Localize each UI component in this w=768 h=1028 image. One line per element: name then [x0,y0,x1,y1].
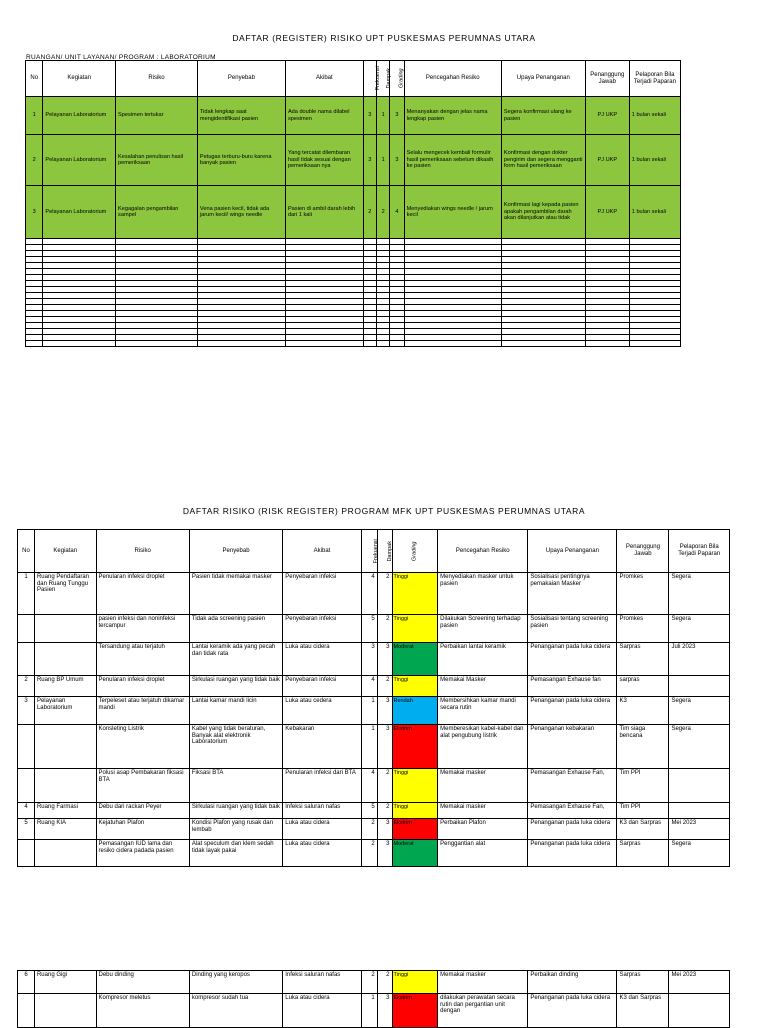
cell-pelaporan: Segera [669,697,730,725]
cell-dampak: 3 [377,819,392,840]
grade-label: Rendah [393,698,413,704]
cell-grading [392,803,438,819]
cell-frekuensi: 5 [361,803,377,819]
cell-frekuensi: 3 [363,97,376,135]
empty-cell [197,341,285,347]
cell-frekuensi: 1 [361,697,377,725]
cell-no: 5 [18,819,35,840]
cell-akibat: Yang tercatat dilembaran hasil tidak sesuai dengan pemeriksaan nya [285,135,363,186]
header-pencegahan: Pencegahan Resiko [438,530,528,573]
cell-akibat: Luka atau cidera [283,994,362,1028]
cell-risiko: Kejatuhan Plafon [96,819,189,840]
table-row [18,643,730,676]
cell-pj: Sarpras [617,643,669,676]
header-grading: Grading [390,61,404,97]
cell-pj: Sarpras [617,971,669,994]
cell-upaya: Sosialisasi tentang screening pasien [528,615,617,643]
table-row [18,769,730,803]
cell-pj: K3 dan Sarpras [617,994,669,1028]
table-row [18,676,730,697]
grade-label: Ekstrim [393,995,412,1001]
cell-pelaporan: Segera [669,573,730,615]
table-row [18,573,730,615]
cell-risiko: Penularan infeksi droplet [96,676,189,697]
cell-akibat: Luka atau cidera [283,819,362,840]
cell-dampak: 3 [377,994,392,1028]
header-kegiatan: Kegiatan [34,530,96,573]
cell-dampak: 3 [377,643,392,676]
cell-grading [392,697,438,725]
grade-label: Tinggi [393,677,409,683]
cell-no: 3 [26,186,43,239]
cell-pelaporan: Segera [669,725,730,769]
empty-row [26,341,681,347]
grade-label: Tinggi [393,574,409,580]
cell-pencegahan: Menanyakan dengan jelas nama lengkap pasien [404,97,501,135]
grade-label: Tinggi [393,616,409,622]
cell-akibat: Penyebaran infeksi [283,615,362,643]
grade-label: Ekstrim [393,726,412,732]
empty-cell [629,341,680,347]
cell-pencegahan: Memakai masker [438,769,528,803]
cell-pelaporan: Juli 2023 [669,643,730,676]
cell-no [18,643,35,676]
cell-pelaporan [669,769,730,803]
cell-upaya: Segera konfirmasi ulang ke pasien [501,97,585,135]
cell-pelaporan [669,994,730,1028]
cell-dampak: 3 [377,725,392,769]
cell-grading [392,994,438,1028]
cell-akibat: Pasien di ambil darah lebih dari 1 kali [285,186,363,239]
header-pj: Penanggung Jawab [585,61,629,97]
cell-frekuensi: 2 [361,971,377,994]
cell-dampak: 2 [377,573,392,615]
cell-pj: K3 dan Sarpras [617,819,669,840]
cell-risiko: pasien infeksi dan noninfeksi tercampur [96,615,189,643]
cell-pj: Promkes [617,573,669,615]
cell-pencegahan: dilakukan perawatan secara rutin dan pergantian unit dengan [438,994,528,1028]
cell-kegiatan: Pelayanan Laboratorium [43,186,116,239]
empty-cell [363,341,376,347]
cell-risiko: Kompresor meletus [96,994,189,1028]
cell-penyebab: Sirkulasi ruangan yang tidak baik [189,803,282,819]
cell-pencegahan: Memakai Masker [438,676,528,697]
cell-penyebab: kompresor sudah tua [189,994,282,1028]
header-upaya: Upaya Penanganan [501,61,585,97]
cell-frekuensi: 4 [361,676,377,697]
cell-kegiatan: Pelayanan Laboratorium [43,135,116,186]
table-row [18,971,730,994]
cell-akibat: Penyebaran infeksi [283,676,362,697]
cell-grading [392,769,438,803]
cell-penyebab: Kabel yang tidak beraturan, Banyak alat elektronik Laboratorium [189,725,282,769]
cell-no: 1 [26,97,43,135]
cell-pj: Tim PPI [617,803,669,819]
table-header-row [18,530,730,573]
cell-kegiatan [34,840,96,867]
cell-akibat: Luka atau cidera [283,643,362,676]
empty-cell [116,341,198,347]
register-title-lab: DAFTAR (REGISTER) RISIKO UPT PUSKESMAS PERUMNAS UTARA [232,33,536,43]
cell-frekuensi: 3 [361,643,377,676]
cell-risiko: Kegagalan pengambilan sampel [116,186,198,239]
cell-grading [392,971,438,994]
cell-dampak: 1 [377,135,390,186]
mfk-risk-table [17,529,730,867]
cell-akibat: Luka atau cidera [283,840,362,867]
cell-dampak: 3 [377,697,392,725]
cell-dampak: 2 [377,615,392,643]
cell-upaya: Konfirmasi lagi kepada pasien apakah pengambilan darah akan dilanjutkan atau tidak [501,186,585,239]
cell-upaya: Penanganan pada luka cidera [528,643,617,676]
cell-pelaporan: 1 bulan sekali [629,135,680,186]
cell-pencegahan: Penggantian alat [438,840,528,867]
cell-dampak: 2 [377,676,392,697]
empty-cell [404,341,501,347]
cell-upaya: Penanganan kebakaran [528,725,617,769]
cell-kegiatan: Ruang Pendaftaran dan Ruang Tunggu Pasien [34,573,96,615]
cell-pencegahan: Membersihkan kamar mandi secara rutin [438,697,528,725]
grade-label: Tinggi [393,804,409,810]
cell-upaya: Sosialisasi pentingnya pemakaian Masker [528,573,617,615]
cell-frekuensi: 4 [361,769,377,803]
cell-pelaporan: 1 bulan sekali [629,186,680,239]
cell-no: 6 [18,971,35,994]
cell-pj: Tim siaga bencana [617,725,669,769]
cell-pj: PJ UKP [585,97,629,135]
cell-pencegahan: Menyediakan masker untuk pasien [438,573,528,615]
cell-grading [392,676,438,697]
grade-label: Tinggi [393,972,409,978]
cell-upaya: Penanganan pada luka cidera [528,994,617,1028]
cell-pelaporan [669,803,730,819]
cell-penyebab: Fiksasi BTA [189,769,282,803]
cell-upaya: Perbaikan dinding [528,971,617,994]
cell-pj: PJ UKP [585,186,629,239]
cell-pencegahan: Perbaikan Plafon [438,819,528,840]
cell-no: 2 [18,676,35,697]
cell-no: 1 [18,573,35,615]
empty-cell [285,341,363,347]
header-frekuensi: Frekuensi [361,530,377,573]
cell-penyebab: Lantai kamar mandi licin [189,697,282,725]
cell-pencegahan: Memberesikan kabel-kabel dan alat pengubung listrik [438,725,528,769]
cell-kegiatan: Ruang Farmasi [34,803,96,819]
cell-no: 2 [26,135,43,186]
cell-no [18,725,35,769]
header-no: No [18,530,35,573]
cell-pj: PJ UKP [585,135,629,186]
cell-akibat: Penularan infeksi dari BTA [283,769,362,803]
cell-kegiatan [34,725,96,769]
cell-dampak: 3 [377,840,392,867]
cell-frekuensi: 1 [361,994,377,1028]
cell-penyebab: Petugas terburu-buru karena banyak pasien [197,135,285,186]
cell-kegiatan: Pelayanan Laboratorium [34,697,96,725]
header-upaya: Upaya Penanganan [528,530,617,573]
cell-penyebab: Lantai keramik ada yang pecah dan tidak rata [189,643,282,676]
cell-frekuensi: 2 [361,819,377,840]
cell-risiko: Pemasangan IUD lama dan resiko cidera padada pasien [96,840,189,867]
cell-no: 3 [18,697,35,725]
cell-penyebab: Dinding yang keropos [189,971,282,994]
header-no: No [26,61,43,97]
header-akibat: Akibat [285,61,363,97]
cell-dampak: 2 [377,186,390,239]
cell-no [18,769,35,803]
cell-risiko: Penularan infeksi droplet [96,573,189,615]
cell-kegiatan: Pelayanan Laboratorium [43,97,116,135]
header-frekuensi: Frekuensi [363,61,376,97]
table-row [18,994,730,1028]
cell-frekuensi: 3 [363,135,376,186]
cell-penyebab: Sirkulasi ruangan yang tidak baik [189,676,282,697]
table-row [26,186,681,239]
mfk-rows-continued [18,971,730,1028]
cell-risiko: Kesalahan penulisan hasil pemeriksaan [116,135,198,186]
cell-pencegahan: Memakai masker [438,971,528,994]
table-row [18,615,730,643]
header-grading: Grading [392,530,438,573]
cell-grading: 4 [390,186,404,239]
cell-penyebab: Kondisi Plafon yang rusak dan lembab [189,819,282,840]
cell-grading [392,573,438,615]
grade-label: Tinggi [393,770,409,776]
header-kegiatan: Kegiatan [43,61,116,97]
cell-pj: sarpras [617,676,669,697]
cell-kegiatan: Ruang KIA [34,819,96,840]
table-row [26,97,681,135]
header-penyebab: Penyebab [197,61,285,97]
grade-label: Moderat [393,644,414,650]
cell-pencegahan: Selalu mengecek kembali formulir hasil pemeriksaan sebelum dikasih ke pasien [404,135,501,186]
empty-cell [390,341,404,347]
empty-cell [501,341,585,347]
cell-upaya: Konfirmasi dengan dokter pengirim dan segera mengganti form hasil pemeriksaan [501,135,585,186]
header-akibat: Akibat [283,530,362,573]
cell-pj: K3 [617,697,669,725]
cell-frekuensi: 5 [361,615,377,643]
empty-cell [43,341,116,347]
cell-grading [392,819,438,840]
cell-kegiatan: Ruang BP Umum [34,676,96,697]
grade-label: Moderat [393,841,414,847]
lab-risk-table [25,60,681,347]
cell-kegiatan [34,769,96,803]
cell-penyebab: Tidak ada screening pasien [189,615,282,643]
cell-risiko: Debu dari rackan Peyer [96,803,189,819]
cell-no [18,994,35,1028]
cell-kegiatan: Ruang Gigi [34,971,96,994]
cell-upaya: Penanganan pada luka cidera [528,697,617,725]
cell-upaya: Pemasangan Exhause Fan, [528,769,617,803]
cell-penyebab: Vena pasien kecil, tidak ada jarum kecil/ wings needle [197,186,285,239]
cell-pencegahan: Memakai masker [438,803,528,819]
header-pelaporan: Pelaporan Bila Terjadi Paparan [669,530,730,573]
cell-no [18,840,35,867]
cell-pencegahan: Perbaikan lantai keramik [438,643,528,676]
cell-pelaporan: 1 bulan sekali [629,97,680,135]
grade-label: Ekstrim [393,820,412,826]
cell-pelaporan [669,676,730,697]
cell-upaya: Penanganan pada luka cidera [528,819,617,840]
mfk-rows [18,573,730,867]
cell-risiko: Debu dinding [96,971,189,994]
header-dampak: Dampak [377,530,392,573]
cell-pencegahan: Menyediakan wings needle / jarum kecil [404,186,501,239]
register-title-mfk: DAFTAR RISIKO (RISK REGISTER) PROGRAM MFK UPT PUSKESMAS PERUMNAS UTARA [182,506,586,516]
cell-pelaporan: Mei 2023 [669,971,730,994]
cell-grading: 3 [390,97,404,135]
table-row [18,697,730,725]
cell-dampak: 1 [377,97,390,135]
cell-upaya: Penanganan pada luka cidera [528,840,617,867]
table-row [26,135,681,186]
empty-cell [377,341,390,347]
cell-frekuensi: 2 [363,186,376,239]
cell-risiko: Konsleting Listrik [96,725,189,769]
cell-kegiatan [34,994,96,1028]
cell-frekuensi: 1 [361,725,377,769]
cell-pelaporan: Mei 2023 [669,819,730,840]
cell-risiko: Terpeleset atau terjatuh dikamar mandi [96,697,189,725]
cell-kegiatan [34,643,96,676]
cell-pj: Sarpras [617,840,669,867]
cell-pelaporan: Segera [669,840,730,867]
cell-akibat: Infeksi saluran nafas [283,971,362,994]
cell-dampak: 2 [377,803,392,819]
table-row [18,803,730,819]
cell-grading [392,840,438,867]
table-row [18,840,730,867]
cell-penyebab: Alat speculum dan klem sedah tidak layak pakai [189,840,282,867]
cell-no: 4 [18,803,35,819]
cell-akibat: Penyebaran infeksi [283,573,362,615]
cell-risiko: Polusi asap Pembakaran fiksasi BTA [96,769,189,803]
cell-dampak: 2 [377,971,392,994]
header-pelaporan: Pelaporan Bila Terjadi Paparan [629,61,680,97]
blank-rows [26,239,681,347]
cell-upaya: Pemasangan Exhause Fan, [528,803,617,819]
table-row [18,819,730,840]
unit-subtitle: RUANGAN/ UNIT LAYANAN/ PROGRAM : LABORATORIUM [26,54,216,61]
cell-grading [392,643,438,676]
cell-dampak: 2 [377,769,392,803]
table-header-row [26,61,681,97]
table-row [18,725,730,769]
header-risiko: Risiko [116,61,198,97]
empty-cell [26,341,43,347]
cell-pencegahan: Dilakukan Screening terhadap pasien [438,615,528,643]
cell-frekuensi: 2 [361,840,377,867]
empty-cell [585,341,629,347]
header-pencegahan: Pencegahan Resiko [404,61,501,97]
cell-risiko: Tersandung atau terjatuh [96,643,189,676]
cell-penyebab: Tidak lengkap saat mengidentifikasi pasien [197,97,285,135]
cell-akibat: Kebakaran [283,725,362,769]
cell-no [18,615,35,643]
mfk-risk-table-continued [17,970,730,1028]
cell-frekuensi: 4 [361,573,377,615]
cell-grading [392,725,438,769]
header-dampak: Dampak [377,61,390,97]
cell-akibat: Infeksi saluran nafas [283,803,362,819]
cell-kegiatan [34,615,96,643]
header-risiko: Risiko [96,530,189,573]
cell-pj: Tim PPI [617,769,669,803]
cell-pj: Promkes [617,615,669,643]
cell-upaya: Pemasangan Exhause fan [528,676,617,697]
cell-pelaporan: Segera [669,615,730,643]
cell-akibat: Luka atau cedera [283,697,362,725]
header-pj: Penanggung Jawab [617,530,669,573]
cell-akibat: Ada double nama dilabel spesimen [285,97,363,135]
header-penyebab: Penyebab [189,530,282,573]
cell-penyebab: Pasien tidak memakai masker [189,573,282,615]
cell-risiko: Spesimen tertukar [116,97,198,135]
cell-grading: 3 [390,135,404,186]
cell-grading [392,615,438,643]
